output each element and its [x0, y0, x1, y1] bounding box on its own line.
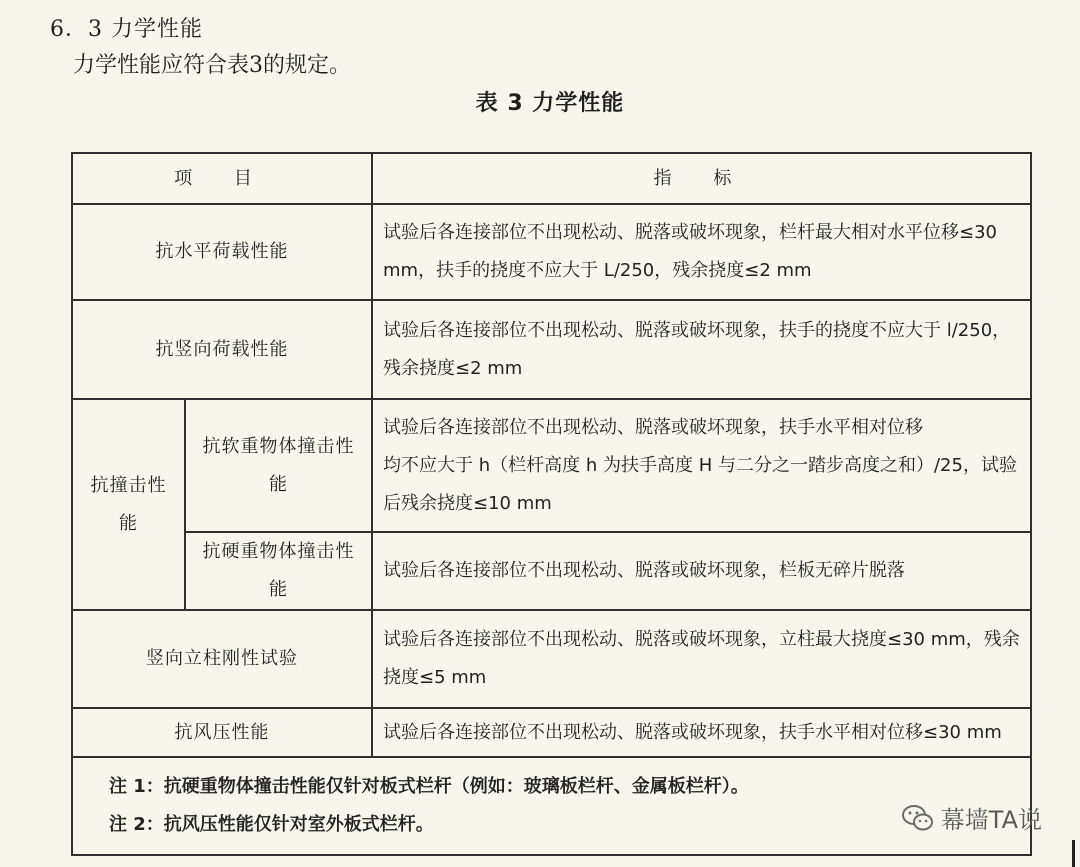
row-indicator: 试验后各连接部位不出现松动、脱落或破坏现象，立柱最大挠度≤30 mm，残余挠度≤5 mm [372, 610, 1031, 708]
table-row [72, 708, 1031, 757]
row-indicator: 试验后各连接部位不出现松动、脱落或破坏现象，栏杆最大相对水平位移≤30 mm，扶手的挠度不应大于 L/250，残余挠度≤2 mm [372, 204, 1031, 300]
row-group: 抗撞击性能 [72, 399, 185, 610]
header-indicator: 指 标 [372, 153, 1031, 204]
row-item: 抗风压性能 [72, 708, 372, 757]
watermark [901, 800, 1042, 835]
table-row [72, 204, 1031, 300]
header-item: 项 目 [72, 153, 372, 204]
row-item: 抗硬重物体撞击性能 [185, 532, 372, 610]
table-row [72, 610, 1031, 708]
notes-row [72, 757, 1031, 855]
row-indicator [372, 399, 1031, 532]
wechat-icon [901, 801, 935, 835]
intro-text: 力学性能应符合表3的规定。 [73, 53, 351, 78]
note-2: 注 2：抗风压性能仅针对室外板式栏杆。 [109, 814, 434, 835]
table-row [72, 532, 1031, 610]
row-indicator: 试验后各连接部位不出现松动、脱落或破坏现象，扶手的挠度不应大于 l/250，残余挠度≤2 mm [372, 300, 1031, 399]
indicator-line: 试验后各连接部位不出现松动、脱落或破坏现象，扶手水平相对位移 [383, 416, 924, 438]
watermark-text: 幕墙TA说 [940, 806, 1042, 834]
note-1: 注 1：抗硬重物体撞击性能仅针对板式栏杆（例如：玻璃板栏杆、金属板栏杆）。 [109, 776, 749, 797]
row-item: 抗软重物体撞击性能 [185, 399, 372, 532]
notes-cell [72, 757, 1031, 855]
section-heading: 6．3 力学性能 [50, 17, 203, 42]
row-item: 抗水平荷载性能 [72, 204, 372, 300]
row-indicator: 试验后各连接部位不出现松动、脱落或破坏现象，扶手水平相对位移≤30 mm [372, 708, 1031, 757]
mechanical-properties-table [71, 152, 1032, 856]
indicator-line: 均不应大于 h（栏杆高度 h 为扶手高度 H 与二分之一踏步高度之和）/25，试验后残余挠度≤10 mm [383, 454, 1017, 514]
table-row [72, 300, 1031, 399]
table-header-row [72, 153, 1031, 204]
row-item: 抗竖向荷载性能 [72, 300, 372, 399]
row-indicator: 试验后各连接部位不出现松动、脱落或破坏现象，栏板无碎片脱落 [372, 532, 1031, 610]
table-row [72, 399, 1031, 532]
row-item: 竖向立柱刚性试验 [72, 610, 372, 708]
edge-mark [1072, 840, 1075, 867]
table-title: 表 3 力学性能 [475, 91, 625, 116]
